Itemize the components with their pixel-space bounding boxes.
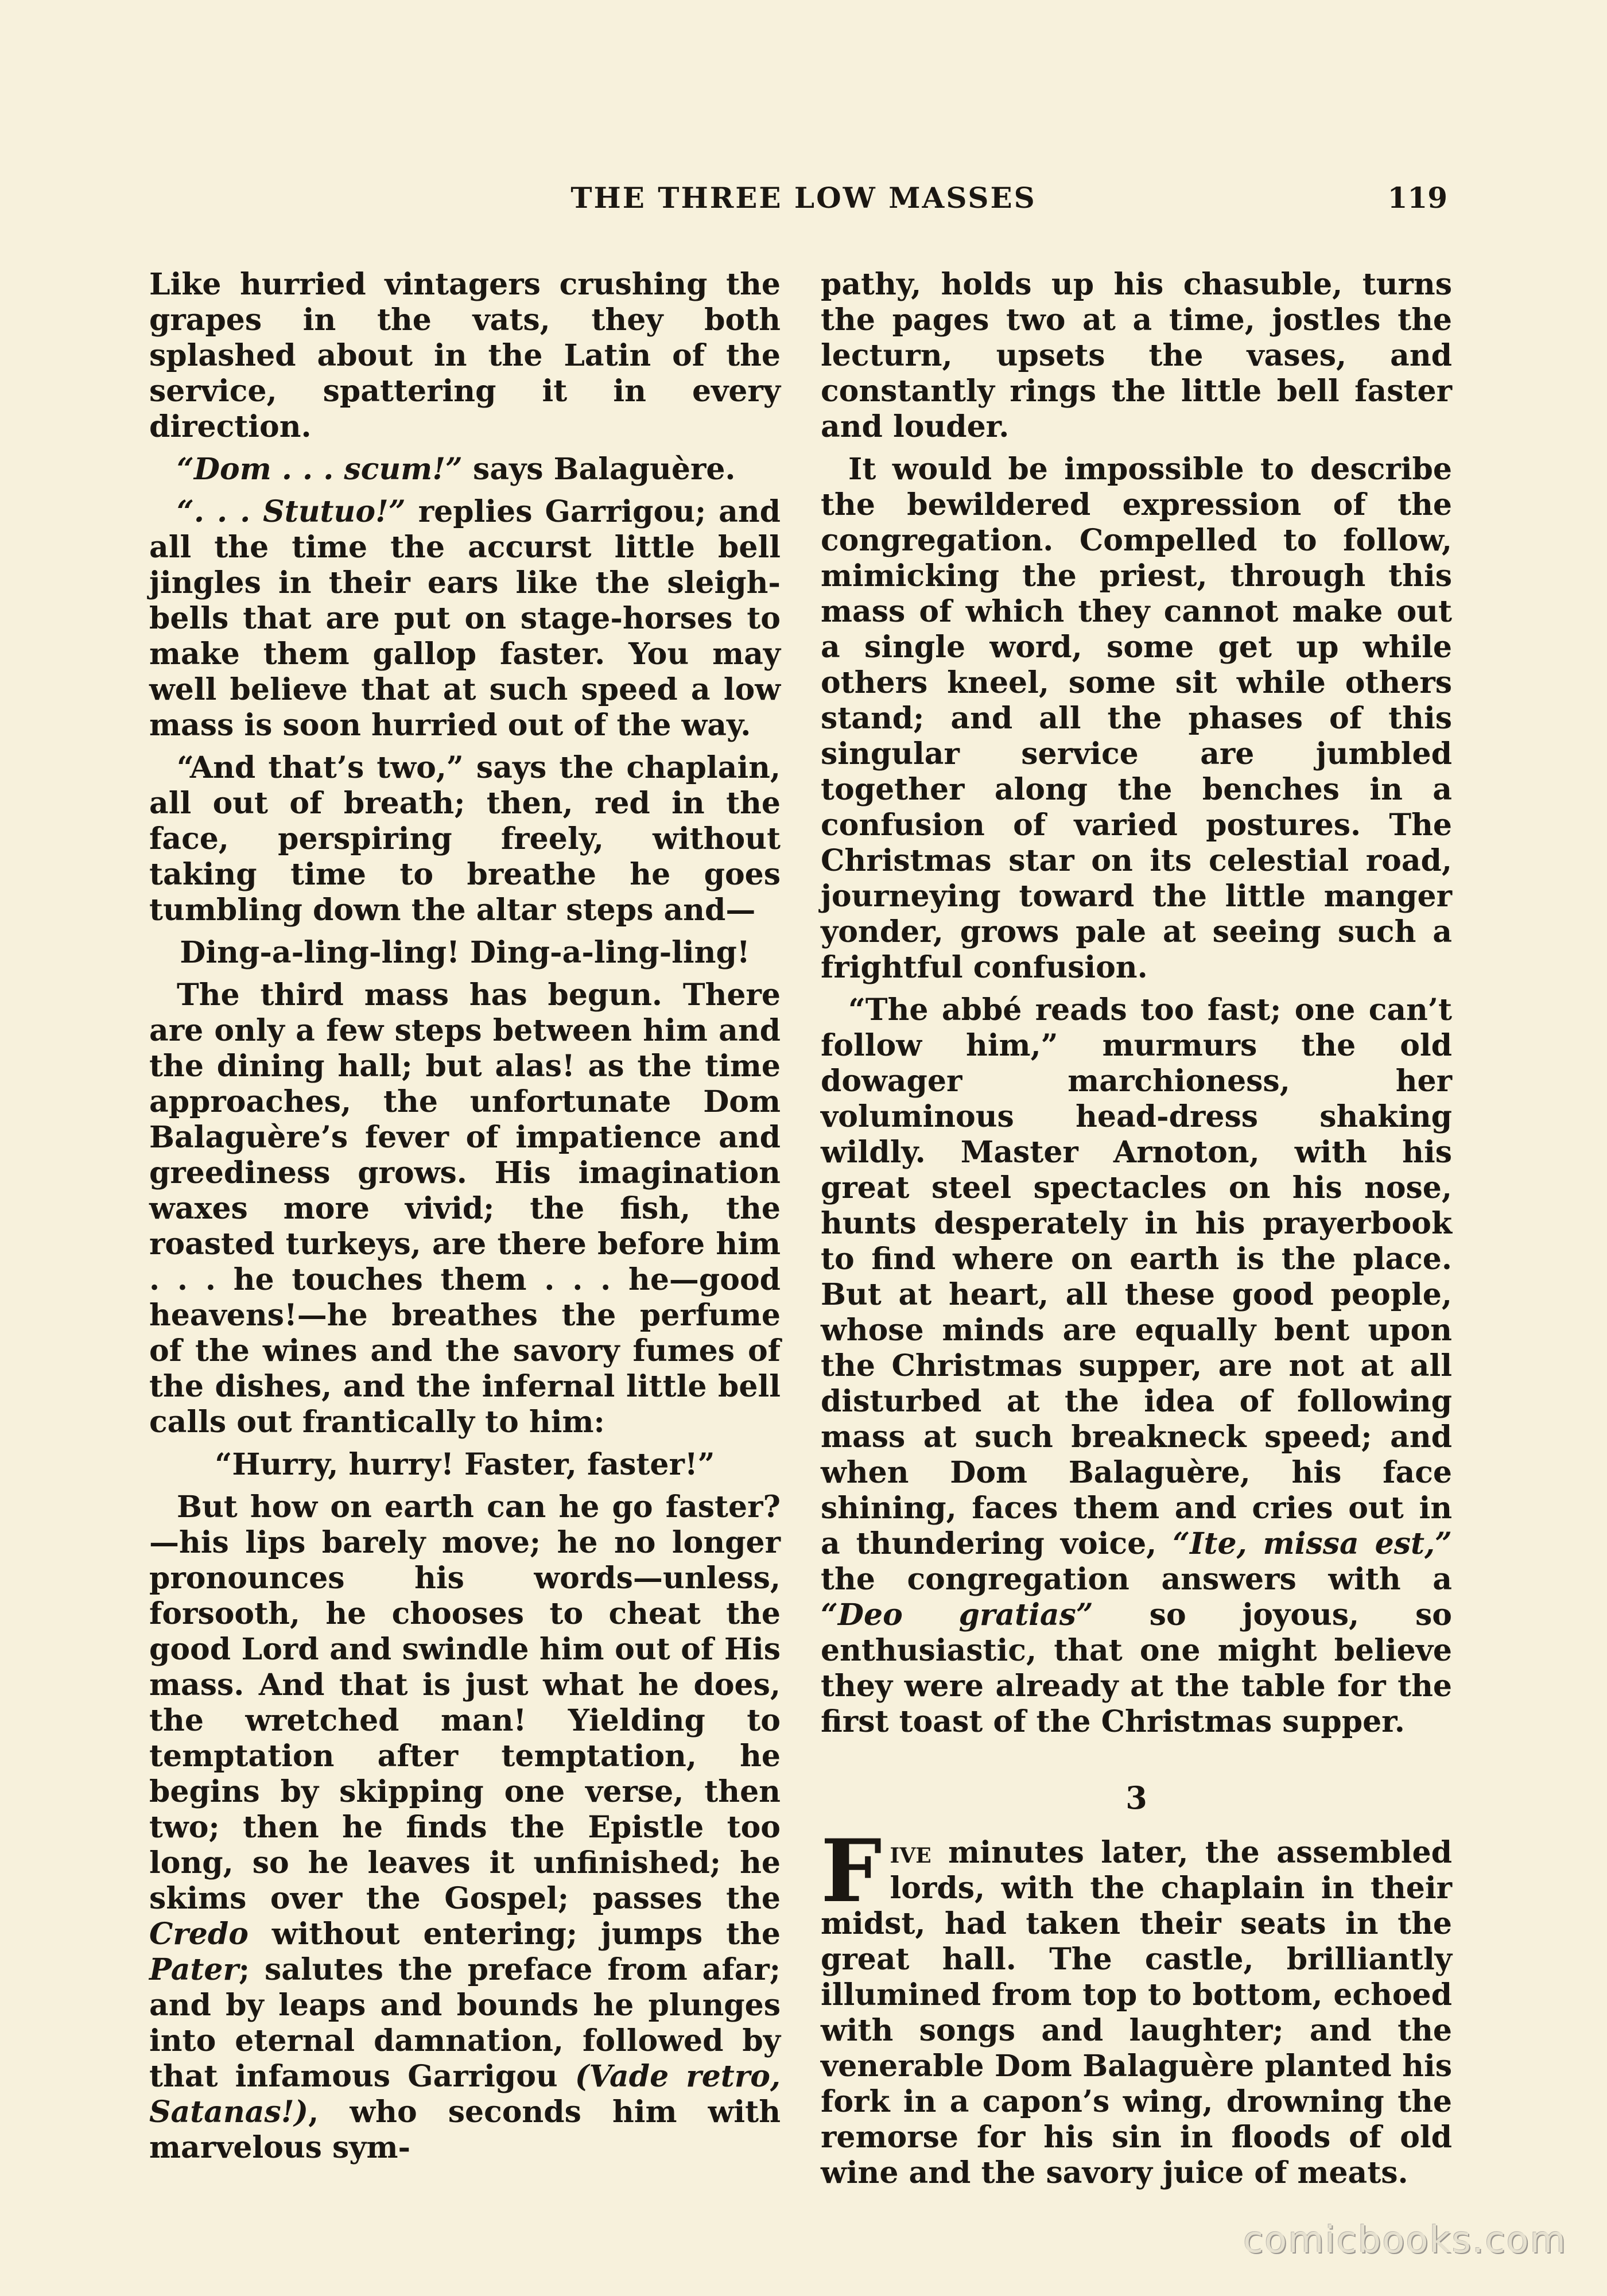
paragraph	[149, 494, 781, 743]
text-run: without entering; jumps the	[248, 1917, 781, 1952]
paragraph	[821, 992, 1452, 1740]
watermark: comicbooks.com	[1243, 2219, 1567, 2262]
bell-cry: “Hurry, hurry! Faster, faster!”	[215, 1447, 715, 1482]
small-caps-run: ive	[890, 1835, 931, 1870]
italic-word: Pater	[149, 1952, 239, 1987]
running-title: THE THREE LOW MASSES	[570, 181, 1037, 215]
paragraph	[149, 452, 781, 487]
text-run: says Balaguère.	[462, 452, 736, 487]
paragraph: Like hurried vintagers crushing the grapes in the vats, they both splashed about in the Latin of the service, spattering it in every direction.	[149, 267, 781, 444]
text-run: so joyous, so enthusiastic, that one might believe they were already at the table for the first toast of the Christmas supper.	[821, 1597, 1452, 1739]
paragraph	[821, 1821, 1452, 2191]
paragraph: pathy, holds up his chasuble, turns the pages two at a time, jostles the lecturn, upsets the vases, and constantly rings the little bell faster and louder.	[821, 267, 1452, 444]
paragraph: It would be impossible to describe the bewildered expression of the congregation. Compelled to follow, mimicking the priest, through this mass of which they cannot make out a single word, some get up while others kneel, some sit while others stand; and all the phases of this singular service are jumbled together along the benches in a confusion of varied postures. The Christmas star on its celestial road, journeying toward the little manger yonder, grows pale at seeing such a frightful confusion.	[821, 452, 1452, 985]
dialogue-latin: “. . . Stutuo!”	[177, 494, 406, 529]
dialogue-latin: “Dom . . . scum!”	[177, 452, 463, 487]
text-run: replies Garrigou; and all the time the accurst little bell jingles in their ears like the sleigh-bells that are put on stage-horses to make them gallop faster. You may well believe that at such speed a low mass is soon hurried out of the way.	[149, 494, 781, 743]
italic-phrase: “Deo gratias”	[821, 1597, 1093, 1632]
section-number: 3	[1125, 1779, 1147, 1816]
italic-phrase: (Vade retro, Satanas!)	[149, 2059, 781, 2130]
left-column	[149, 267, 781, 2166]
italic-phrase: “Ite, missa est,”	[1173, 1526, 1452, 1561]
bell-line: Ding-a-ling-ling! Ding-a-ling-ling!	[180, 935, 750, 970]
text-run: “The abbé reads too fast; one can’t follow him,” murmurs the old dowager marchioness, her voluminous head-dress shaking wildly. Master Arnoton, with his great steel spectacles on his nose, hunts desperately in his prayerbook to find where on earth is the place. But at heart, all these good people, whose minds are equally bent upon the Christmas supper, are not at all disturbed at the idea of following mass at such breakneck speed; and when Dom Balaguère, his face shining, faces them and cries out in a thundering voice,	[821, 992, 1452, 1561]
text-run: the congregation answers with a	[821, 1562, 1452, 1597]
italic-word: Credo	[149, 1917, 249, 1952]
right-column	[821, 267, 1452, 2191]
drop-cap: F	[821, 1821, 882, 1922]
text-run: But how on earth can he go faster? —his lips barely move; he no longer pronounces his words—unless, forsooth, he chooses to cheat the good Lord and swindle him out of His mass. And that is just what he does, the wretched man! Yielding to temptation after temptation, he begins by skipping one verse, then two; then he finds the Epistle too long, so he leaves it unfinished; he skims over the Gospel; passes the	[149, 1490, 781, 1916]
paragraph: “And that’s two,” says the chaplain, all out of breath; then, red in the face, perspiring freely, without taking time to breathe he goes tumbling down the altar steps and—	[149, 750, 781, 928]
text-run: , who seconds him with marvelous sym-	[149, 2095, 781, 2165]
text-run: ; salutes the preface from afar; and by leaps and bounds he plunges into eternal damnation, followed by that infamous Garrigou	[149, 1952, 781, 2094]
paragraph	[149, 1490, 781, 2166]
page-number: 119	[1387, 181, 1447, 215]
paragraph: The third mass has begun. There are only a few steps between him and the dining hall; but alas! as the time approaches, the unfortunate Dom Balaguère’s fever of impatience and greediness grows. His imagination waxes more vivid; the fish, the roasted turkeys, are there before him . . . he touches them . . . he—good heavens!—he breathes the perfume of the wines and the savory fumes of the dishes, and the infernal little bell calls out frantically to him:	[149, 978, 781, 1440]
text-run: minutes later, the assembled lords, with the chaplain in their midst, had taken their seats in the great hall. The castle, brilliantly illumined from top to bottom, echoed with songs and laughter; and the venerable Dom Balaguère planted his fork in a capon’s wing, drowning the remorse for his sin in floods of old wine and the savory juice of meats.	[821, 1835, 1452, 2190]
